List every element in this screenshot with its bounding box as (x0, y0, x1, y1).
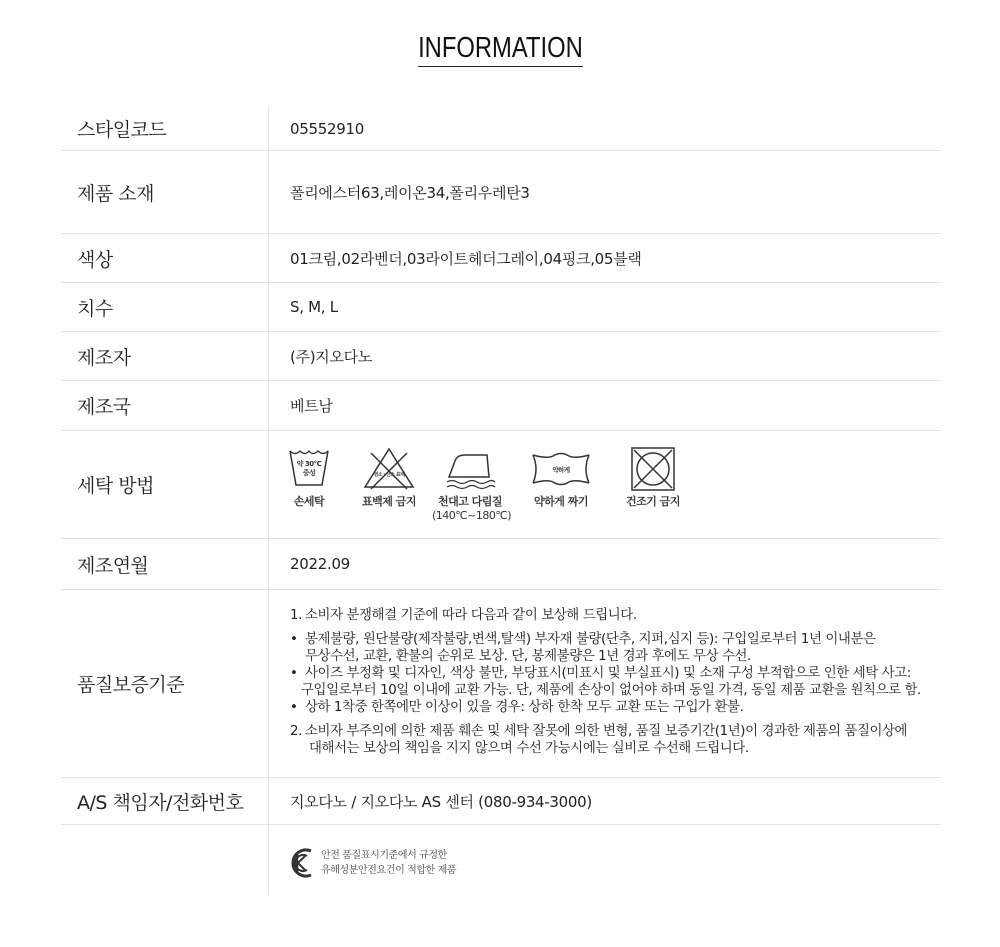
label-as: A/S 책임자/전화번호 (77, 791, 244, 814)
column-divider (268, 825, 269, 895)
label-size: 치수 (77, 297, 113, 320)
warranty-text (290, 607, 921, 757)
caption-no-dryer: 건조기 금지 (626, 495, 680, 508)
label-country: 제조국 (77, 396, 131, 418)
row-country (61, 381, 941, 431)
value-size: S, M, L (290, 298, 338, 316)
value-country: 베트남 (290, 397, 333, 415)
hand-wash-temp: 약 30°C (296, 460, 322, 468)
value-color: 01크림,02라벤더,03라이트헤더그레이,04핑크,05블랙 (290, 249, 642, 268)
page-title: INFORMATION (418, 30, 583, 67)
label-warranty: 품질보증기준 (77, 674, 185, 696)
care-no-bleach (354, 447, 424, 509)
value-material: 폴리에스터63,레이온34,폴리우레탄3 (290, 183, 530, 202)
care-hand-wash (287, 447, 331, 509)
label-material: 제품 소재 (77, 182, 154, 205)
row-size (61, 283, 941, 332)
column-divider (268, 107, 269, 150)
column-divider (268, 539, 269, 589)
label-washing: 세탁 방법 (77, 475, 154, 497)
kc-text-line2: 유해성분안전요건이 적합한 제품 (321, 865, 457, 876)
hand-wash-icon (287, 447, 331, 491)
warranty-line: 무상수선, 교환, 환불의 순위로 보상. 단, 봉제불량은 1년 경과 후에도 무상 수선. (305, 649, 751, 664)
no-bleach-icon (363, 447, 415, 491)
caption-iron: 천대고 다림질 (437, 495, 503, 508)
row-kc (61, 825, 941, 895)
kc-mark-icon (289, 845, 315, 881)
column-divider (268, 234, 269, 282)
care-no-dryer (615, 447, 691, 509)
warranty-line: • 사이즈 부정확 및 디자인, 색상 불만, 부당표시(미표시 및 부실표시) 및 소재 구성 부적합으로 인한 세탁 사고: (290, 666, 911, 681)
iron-with-cloth-icon (443, 447, 497, 491)
gentle-wring-inner: 약하게 (552, 466, 570, 474)
label-color: 색상 (77, 248, 113, 271)
label-date: 제조연월 (77, 554, 149, 577)
no-bleach-inner: 염소 · 산소 표백 (373, 472, 405, 478)
kc-certification (289, 845, 456, 881)
hand-wash-detergent: 중성 (302, 469, 316, 477)
column-divider (268, 778, 269, 824)
caption-iron-temp: (140℃~180℃) (432, 509, 511, 522)
caption-gentle-wring: 약하게 짜기 (534, 495, 588, 508)
warranty-line: 대해서는 보상의 책임을 지지 않으며 수선 가능시에는 실비로 수선해 드립니다. (309, 741, 749, 756)
row-color (61, 234, 941, 283)
column-divider (268, 381, 269, 430)
kc-text-line1: 안전 품질표시기준에서 규정한 (321, 850, 447, 861)
row-washing (61, 431, 941, 539)
warranty-line: • 봉제불량, 원단불량(제작불량,변색,탈색) 부자재 불량(단추, 지퍼,심지 등): 구입일로부터 1년 이내분은 (290, 632, 876, 647)
warranty-line: 2. 소비자 부주의에 의한 제품 훼손 및 세탁 잘못에 의한 변형, 품질 보증기간(1년)이 경과한 제품의 품질이상에 (290, 724, 908, 739)
column-divider (268, 590, 269, 777)
row-material (61, 151, 941, 234)
kc-text (321, 848, 456, 878)
label-manufacturer: 제조자 (77, 346, 131, 369)
caption-no-bleach: 표백제 금지 (362, 495, 416, 508)
warranty-line: 1. 소비자 분쟁해결 기준에 따라 다음과 같이 보상해 드립니다. (290, 608, 637, 623)
warranty-line: • 상하 1착중 한쪽에만 이상이 있을 경우: 상하 한착 모두 교환 또는 구입가 환불. (290, 700, 744, 715)
row-as (61, 778, 941, 825)
value-date: 2022.09 (290, 555, 350, 573)
row-manufacturer (61, 332, 941, 381)
care-iron (432, 447, 511, 523)
no-tumble-dry-icon (630, 447, 676, 491)
value-manufacturer: (주)지오다노 (290, 347, 373, 366)
row-warranty (61, 590, 941, 778)
care-gentle-wring (523, 447, 599, 509)
value-style-code: 05552910 (290, 119, 364, 138)
row-style-code (61, 107, 941, 151)
page-title-wrap (0, 30, 1000, 67)
value-as: 지오다노 / 지오다노 AS 센터 (080-934-3000) (290, 792, 592, 811)
info-table (61, 107, 941, 895)
label-style-code: 스타일코드 (77, 119, 167, 141)
gentle-wring-icon (531, 447, 591, 491)
warranty-line: 구입일로부터 10일 이내에 교환 가능. 단, 제품에 손상이 없어야 하며 동일 가격, 동일 제품 교환을 원칙으로 함. (301, 683, 921, 698)
column-divider (268, 151, 269, 233)
caption-hand-wash: 손세탁 (293, 495, 325, 508)
row-date (61, 539, 941, 590)
column-divider (268, 332, 269, 380)
column-divider (268, 283, 269, 331)
column-divider (268, 431, 269, 538)
